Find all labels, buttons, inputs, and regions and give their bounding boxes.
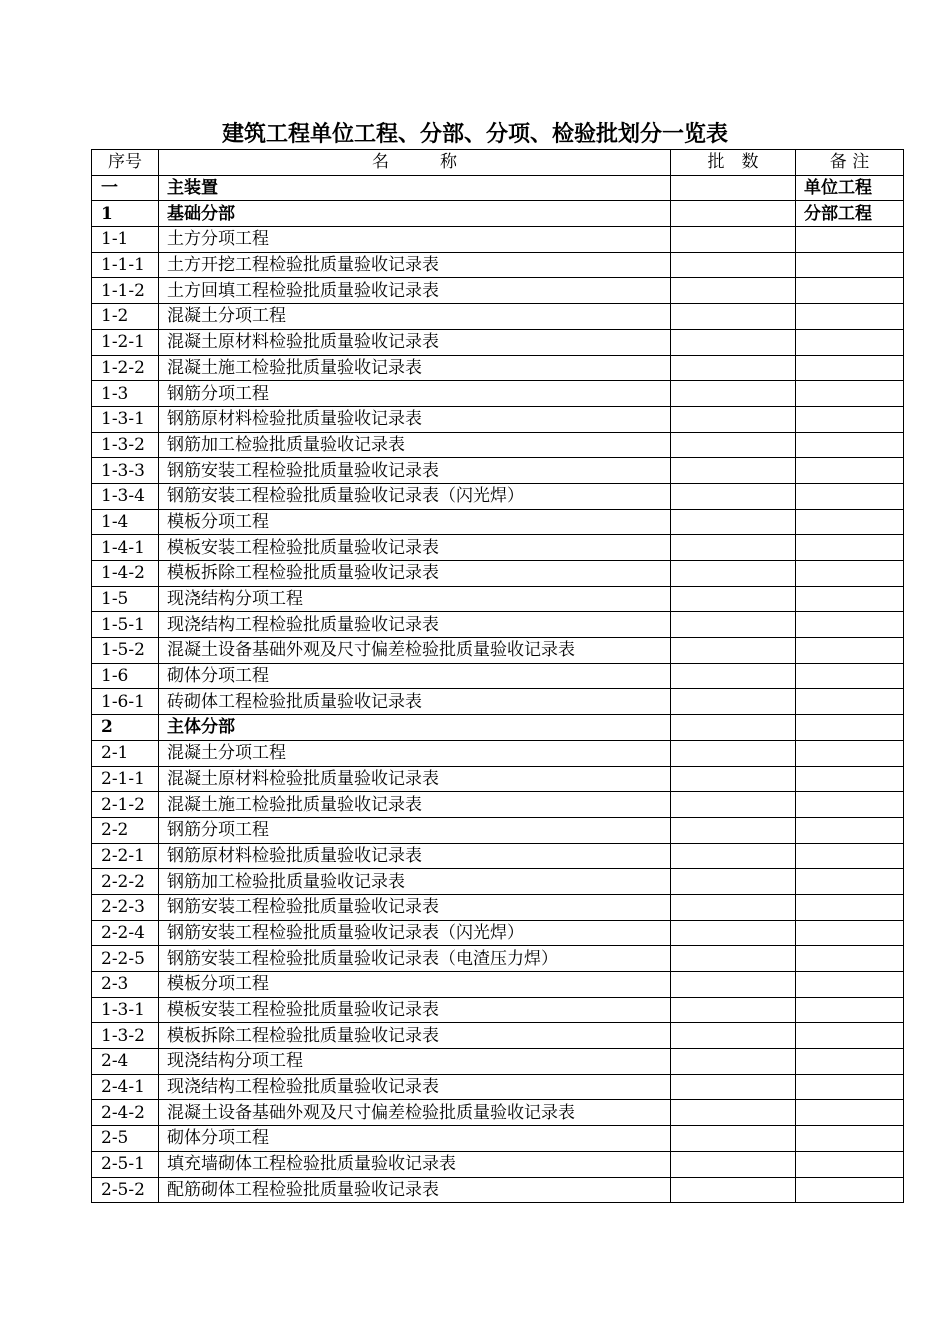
row-name-cell: 基础分部	[159, 201, 671, 227]
row-name-cell: 主体分部	[159, 715, 671, 741]
row-batch-cell	[671, 381, 796, 407]
row-remark-cell	[796, 997, 904, 1023]
row-name-cell: 土方分项工程	[159, 227, 671, 253]
row-batch-cell	[671, 792, 796, 818]
table-row	[92, 509, 904, 535]
row-batch-cell	[671, 1023, 796, 1049]
row-number-cell: 1-3-1	[92, 406, 159, 432]
row-name-cell: 配筋砌体工程检验批质量验收记录表	[159, 1177, 671, 1203]
row-batch-cell	[671, 1126, 796, 1152]
row-remark-cell	[796, 1151, 904, 1177]
row-remark-cell: 单位工程	[796, 175, 904, 201]
table-row	[92, 586, 904, 612]
table-row	[92, 1151, 904, 1177]
table-row	[92, 997, 904, 1023]
table-row	[92, 483, 904, 509]
table-header-row	[92, 150, 904, 176]
row-batch-cell	[671, 946, 796, 972]
row-batch-cell	[671, 561, 796, 587]
header-no: 序号	[92, 150, 159, 176]
row-batch-cell	[671, 612, 796, 638]
header-remark: 备 注	[796, 150, 904, 176]
row-number-cell: 1-1-2	[92, 278, 159, 304]
row-remark-cell	[796, 381, 904, 407]
row-remark-cell	[796, 1049, 904, 1075]
row-batch-cell	[671, 329, 796, 355]
row-number-cell: 2-3	[92, 972, 159, 998]
row-batch-cell	[671, 535, 796, 561]
row-number-cell: 1-5-1	[92, 612, 159, 638]
table-row	[92, 381, 904, 407]
table-row	[92, 1074, 904, 1100]
row-remark-cell	[796, 689, 904, 715]
table-row	[92, 458, 904, 484]
row-number-cell: 1-3-3	[92, 458, 159, 484]
row-number-cell: 2-4-2	[92, 1100, 159, 1126]
table-row	[92, 972, 904, 998]
row-name-cell: 砖砌体工程检验批质量验收记录表	[159, 689, 671, 715]
row-number-cell: 1-4-2	[92, 561, 159, 587]
row-number-cell: 2-1-2	[92, 792, 159, 818]
table-row	[92, 432, 904, 458]
inspection-batch-table	[91, 149, 904, 1203]
row-name-cell: 钢筋分项工程	[159, 381, 671, 407]
row-remark-cell	[796, 329, 904, 355]
row-number-cell: 1-1	[92, 227, 159, 253]
row-remark-cell	[796, 355, 904, 381]
row-batch-cell	[671, 227, 796, 253]
row-number-cell: 2-5	[92, 1126, 159, 1152]
row-batch-cell	[671, 843, 796, 869]
row-name-cell: 模板安装工程检验批质量验收记录表	[159, 997, 671, 1023]
row-name-cell: 模板拆除工程检验批质量验收记录表	[159, 561, 671, 587]
row-name-cell: 混凝土施工检验批质量验收记录表	[159, 792, 671, 818]
row-batch-cell	[671, 355, 796, 381]
table-row	[92, 1177, 904, 1203]
row-batch-cell	[671, 1100, 796, 1126]
row-name-cell: 钢筋加工检验批质量验收记录表	[159, 869, 671, 895]
row-batch-cell	[671, 175, 796, 201]
row-remark-cell	[796, 843, 904, 869]
row-name-cell: 模板安装工程检验批质量验收记录表	[159, 535, 671, 561]
table-body	[92, 175, 904, 1203]
row-name-cell: 钢筋安装工程检验批质量验收记录表（闪光焊）	[159, 920, 671, 946]
row-name-cell: 砌体分项工程	[159, 1126, 671, 1152]
row-name-cell: 砌体分项工程	[159, 663, 671, 689]
row-number-cell: 2-4	[92, 1049, 159, 1075]
row-number-cell: 1-6-1	[92, 689, 159, 715]
table-row	[92, 561, 904, 587]
row-number-cell: 2-2	[92, 817, 159, 843]
row-remark-cell	[796, 406, 904, 432]
row-batch-cell	[671, 740, 796, 766]
row-number-cell: 2-4-1	[92, 1074, 159, 1100]
row-remark-cell	[796, 1074, 904, 1100]
table-row	[92, 1023, 904, 1049]
row-batch-cell	[671, 663, 796, 689]
header-name: 名 称	[159, 150, 671, 176]
row-remark-cell	[796, 894, 904, 920]
row-name-cell: 现浇结构工程检验批质量验收记录表	[159, 612, 671, 638]
row-remark-cell	[796, 458, 904, 484]
row-name-cell: 模板拆除工程检验批质量验收记录表	[159, 1023, 671, 1049]
row-number-cell: 1-3-2	[92, 1023, 159, 1049]
row-number-cell: 1-2-1	[92, 329, 159, 355]
row-batch-cell	[671, 1074, 796, 1100]
row-number-cell: 1-2	[92, 304, 159, 330]
row-remark-cell	[796, 1023, 904, 1049]
row-remark-cell	[796, 792, 904, 818]
row-remark-cell	[796, 483, 904, 509]
row-remark-cell	[796, 227, 904, 253]
row-number-cell: 1-5	[92, 586, 159, 612]
table-row	[92, 175, 904, 201]
row-remark-cell	[796, 663, 904, 689]
table-row	[92, 740, 904, 766]
row-number-cell: 2-2-2	[92, 869, 159, 895]
table-row	[92, 869, 904, 895]
row-name-cell: 钢筋安装工程检验批质量验收记录表（电渣压力焊）	[159, 946, 671, 972]
row-name-cell: 混凝土分项工程	[159, 304, 671, 330]
row-name-cell: 混凝土设备基础外观及尺寸偏差检验批质量验收记录表	[159, 638, 671, 664]
row-batch-cell	[671, 483, 796, 509]
document-title: 建筑工程单位工程、分部、分项、检验批划分一览表	[221, 121, 728, 147]
row-batch-cell	[671, 509, 796, 535]
table-row	[92, 406, 904, 432]
row-remark-cell: 分部工程	[796, 201, 904, 227]
table-row	[92, 843, 904, 869]
table-row	[92, 1126, 904, 1152]
row-name-cell: 钢筋安装工程检验批质量验收记录表	[159, 458, 671, 484]
table-row	[92, 894, 904, 920]
table-row	[92, 792, 904, 818]
row-remark-cell	[796, 252, 904, 278]
row-remark-cell	[796, 432, 904, 458]
row-name-cell: 钢筋原材料检验批质量验收记录表	[159, 406, 671, 432]
row-remark-cell	[796, 1100, 904, 1126]
row-remark-cell	[796, 946, 904, 972]
row-name-cell: 现浇结构工程检验批质量验收记录表	[159, 1074, 671, 1100]
row-batch-cell	[671, 1049, 796, 1075]
table-row	[92, 766, 904, 792]
row-name-cell: 钢筋分项工程	[159, 817, 671, 843]
table-row	[92, 715, 904, 741]
table-row	[92, 638, 904, 664]
row-batch-cell	[671, 201, 796, 227]
row-remark-cell	[796, 278, 904, 304]
row-name-cell: 钢筋安装工程检验批质量验收记录表	[159, 894, 671, 920]
row-number-cell: 1-3	[92, 381, 159, 407]
row-remark-cell	[796, 612, 904, 638]
row-batch-cell	[671, 715, 796, 741]
row-batch-cell	[671, 1151, 796, 1177]
row-name-cell: 钢筋原材料检验批质量验收记录表	[159, 843, 671, 869]
table-row	[92, 612, 904, 638]
row-name-cell: 钢筋安装工程检验批质量验收记录表（闪光焊）	[159, 483, 671, 509]
row-batch-cell	[671, 406, 796, 432]
row-remark-cell	[796, 972, 904, 998]
table-row	[92, 535, 904, 561]
row-name-cell: 钢筋加工检验批质量验收记录表	[159, 432, 671, 458]
row-remark-cell	[796, 1126, 904, 1152]
row-number-cell: 2-2-3	[92, 894, 159, 920]
table-row	[92, 1100, 904, 1126]
row-name-cell: 填充墙砌体工程检验批质量验收记录表	[159, 1151, 671, 1177]
row-batch-cell	[671, 586, 796, 612]
row-name-cell: 混凝土施工检验批质量验收记录表	[159, 355, 671, 381]
row-number-cell: 2-1-1	[92, 766, 159, 792]
table-row	[92, 278, 904, 304]
table-row	[92, 329, 904, 355]
row-number-cell: 1-4	[92, 509, 159, 535]
row-batch-cell	[671, 432, 796, 458]
table-row	[92, 689, 904, 715]
row-name-cell: 土方回填工程检验批质量验收记录表	[159, 278, 671, 304]
row-batch-cell	[671, 766, 796, 792]
row-name-cell: 现浇结构分项工程	[159, 1049, 671, 1075]
row-number-cell: 1-5-2	[92, 638, 159, 664]
row-batch-cell	[671, 1177, 796, 1203]
table-row	[92, 227, 904, 253]
row-batch-cell	[671, 972, 796, 998]
header-batch: 批 数	[671, 150, 796, 176]
row-remark-cell	[796, 304, 904, 330]
row-remark-cell	[796, 920, 904, 946]
row-batch-cell	[671, 304, 796, 330]
row-remark-cell	[796, 715, 904, 741]
row-number-cell: 1	[92, 201, 159, 227]
row-number-cell: 2-2-5	[92, 946, 159, 972]
row-name-cell: 主装置	[159, 175, 671, 201]
row-batch-cell	[671, 920, 796, 946]
table-row	[92, 1049, 904, 1075]
row-number-cell: 2-1	[92, 740, 159, 766]
row-number-cell: 1-3-2	[92, 432, 159, 458]
row-batch-cell	[671, 638, 796, 664]
row-number-cell: 2-2-1	[92, 843, 159, 869]
row-number-cell: 2	[92, 715, 159, 741]
row-remark-cell	[796, 561, 904, 587]
row-number-cell: 1-6	[92, 663, 159, 689]
row-name-cell: 混凝土原材料检验批质量验收记录表	[159, 329, 671, 355]
table-row	[92, 304, 904, 330]
row-remark-cell	[796, 817, 904, 843]
row-name-cell: 混凝土设备基础外观及尺寸偏差检验批质量验收记录表	[159, 1100, 671, 1126]
row-remark-cell	[796, 869, 904, 895]
row-batch-cell	[671, 817, 796, 843]
row-batch-cell	[671, 997, 796, 1023]
row-number-cell: 1-4-1	[92, 535, 159, 561]
row-remark-cell	[796, 535, 904, 561]
row-name-cell: 土方开挖工程检验批质量验收记录表	[159, 252, 671, 278]
table-row	[92, 355, 904, 381]
table-row	[92, 201, 904, 227]
row-batch-cell	[671, 458, 796, 484]
row-number-cell: 2-5-1	[92, 1151, 159, 1177]
row-number-cell: 一	[92, 175, 159, 201]
table-row	[92, 663, 904, 689]
row-number-cell: 1-3-4	[92, 483, 159, 509]
row-remark-cell	[796, 638, 904, 664]
row-name-cell: 现浇结构分项工程	[159, 586, 671, 612]
row-batch-cell	[671, 894, 796, 920]
row-batch-cell	[671, 252, 796, 278]
row-name-cell: 模板分项工程	[159, 509, 671, 535]
table-row	[92, 252, 904, 278]
row-remark-cell	[796, 766, 904, 792]
row-number-cell: 1-1-1	[92, 252, 159, 278]
row-name-cell: 混凝土原材料检验批质量验收记录表	[159, 766, 671, 792]
row-name-cell: 模板分项工程	[159, 972, 671, 998]
row-number-cell: 2-5-2	[92, 1177, 159, 1203]
row-remark-cell	[796, 740, 904, 766]
row-remark-cell	[796, 509, 904, 535]
row-number-cell: 1-3-1	[92, 997, 159, 1023]
table-row	[92, 946, 904, 972]
row-number-cell: 2-2-4	[92, 920, 159, 946]
row-remark-cell	[796, 1177, 904, 1203]
row-batch-cell	[671, 278, 796, 304]
row-remark-cell	[796, 586, 904, 612]
table-row	[92, 920, 904, 946]
row-batch-cell	[671, 869, 796, 895]
table-row	[92, 817, 904, 843]
row-number-cell: 1-2-2	[92, 355, 159, 381]
row-name-cell: 混凝土分项工程	[159, 740, 671, 766]
row-batch-cell	[671, 689, 796, 715]
